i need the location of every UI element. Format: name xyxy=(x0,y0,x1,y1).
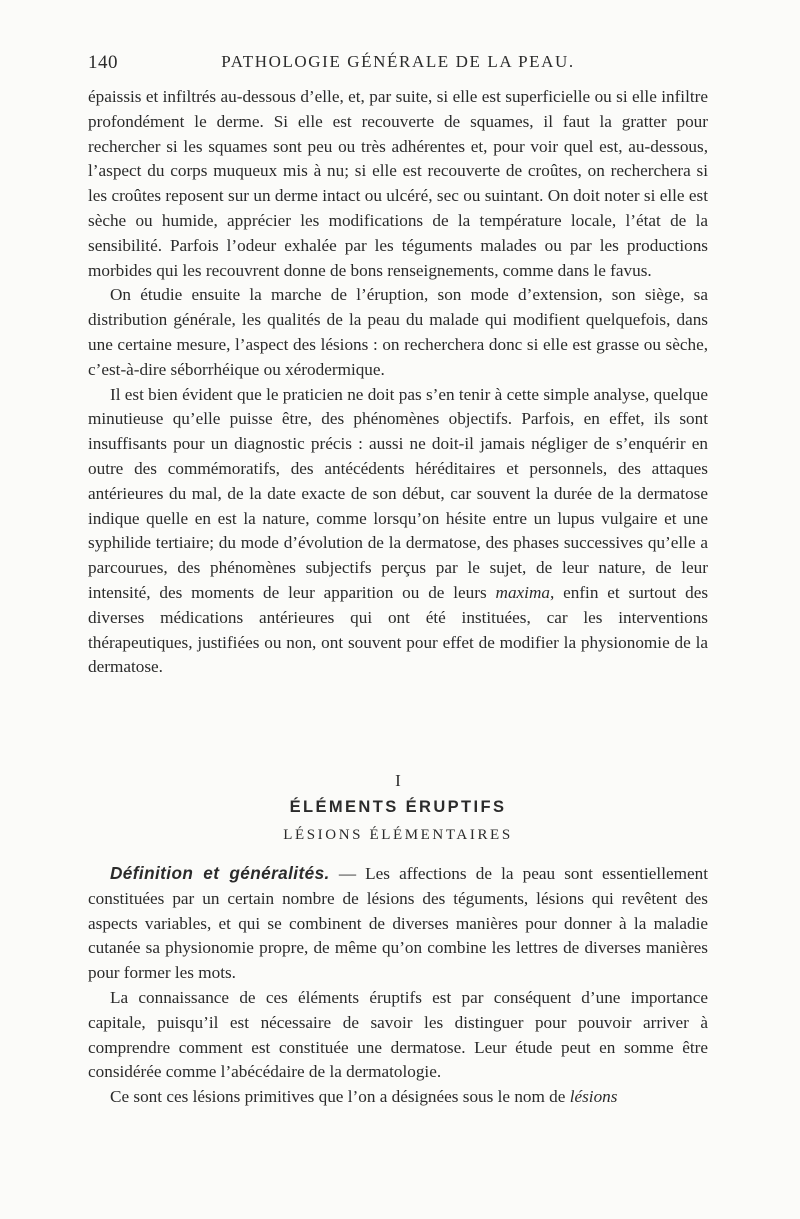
section-subtitle: LÉSIONS ÉLÉMENTAIRES xyxy=(283,827,513,843)
lead-in-heading: Définition et généralités. xyxy=(110,863,330,883)
paragraph xyxy=(88,1085,708,1110)
italic-term: maxima xyxy=(495,582,550,602)
text-run: — Les affections de la peau sont essentiellement constituées par un certain nombre de lésions des téguments, lésions qui revêtent des aspects variables, et qui se combinent de diverses manières pour donner à la maladie cutanée sa physionomie propre, de même qu’on combine les lettres de diverses manières pour former les mots. xyxy=(88,864,708,983)
text-run: , enfin et surtout des diverses médications antérieures qui ont été instituées, car les interventions thérapeutiques, justifiées ou non, ont souvent pour effet de modifier la physionomie de la dermatose. xyxy=(88,582,709,677)
running-title: PATHOLOGIE GÉNÉRALE DE LA PEAU. xyxy=(221,52,575,71)
paragraph: épaissis et infiltrés au-dessous d’elle, et, par suite, si elle est superficielle ou si elle infiltre profondément le derme. Si elle est recouverte de squames, il faut la gratter pour rechercher si les squames sont peu ou très adhérentes et, pour voir quel est, au-dessous, l’aspect du corps muqueux mis à nu; si elle est recouverte de croûtes, on recherchera si les croûtes reposent sur un derme intact ou ulcéré, sec ou suintant. On doit noter si elle est sèche ou humide, apprécier les modifications de la température locale, l’état de la sensibilité. Parfois l’odeur exhalée par les téguments malades ou par les productions morbides qui les recouvrent donne de bons renseignements, comme dans le favus. xyxy=(88,87,708,280)
text-run: Ce sont ces lésions primitives que l’on a désignées sous le nom de xyxy=(110,1087,570,1107)
section-title: ÉLÉMENTS ÉRUPTIFS xyxy=(289,798,507,816)
paragraph xyxy=(88,383,708,681)
text-run: Il est bien évident que le praticien ne doit pas s’en tenir à cette simple analyse, quelque minutieuse qu’elle puisse être, des phénomènes objectifs. Parfois, en effet, ils sont insuffisants pour un diagnostic précis : aussi ne doit-il jamais négliger de s’enquérir en outre des commémoratifs, des antécédents héréditaires et personnels, des attaques antérieures du mal, de la date exacte de son début, car souvent la durée de la dermatose indique quelle en est la nature, comme lorsqu’on hésite entre un lupus vulgaire et une syphilide tertiaire; du mode d’évolution de la dermatose, des phases successives qu’elle a parcourues, des phénomènes subjectifs perçus par le sujet, de leur nature, de leur intensité, des moments de leur apparition ou de leurs xyxy=(88,384,709,602)
body-text-upper xyxy=(88,85,708,680)
body-text-lower xyxy=(88,861,708,1110)
paragraph: La connaissance de ces éléments éruptifs est par conséquent d’une importance capitale, puisqu’il est nécessaire de savoir les distinguer pour pouvoir arriver à comprendre comment est constituée une dermatose. Leur étude peut en somme être considérée comme l’abécédaire de la dermatologie. xyxy=(88,987,708,1082)
paragraph: On étudie ensuite la marche de l’éruption, son mode d’extension, son siège, sa distribution générale, les qualités de la peau du malade qui modifient quelquefois, dans une certaine mesure, l’aspect des lésions : on recherchera donc si elle est grasse ou sèche, c’est-à-dire séborrhéique ou xérodermique. xyxy=(88,285,708,379)
page-number: 140 xyxy=(88,52,118,73)
section-number: I xyxy=(395,771,401,790)
italic-term: lésions xyxy=(569,1087,618,1107)
paragraph xyxy=(88,861,708,986)
page-header xyxy=(88,52,708,78)
